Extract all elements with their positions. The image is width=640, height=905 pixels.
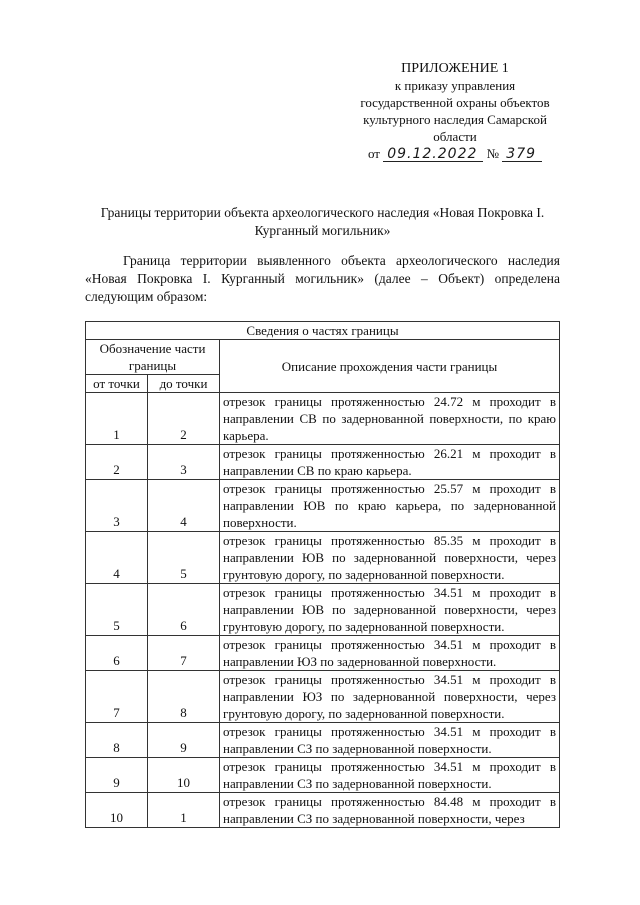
col-to-header: до точки — [148, 375, 220, 393]
to-point-cell: 5 — [148, 532, 220, 584]
from-point-cell: 8 — [86, 723, 148, 758]
from-point-cell: 7 — [86, 671, 148, 723]
date-prefix: от — [367, 146, 380, 161]
description-cell: отрезок границы протяженностью 84.48 м проходит в направлении СЗ по задернованной поверхности, через — [220, 793, 560, 828]
appendix-line: области — [433, 129, 477, 144]
description-cell: отрезок границы протяженностью 26.21 м проходит в направлении СВ по краю карьера. — [220, 445, 560, 480]
col-from-header: от точки — [86, 375, 148, 393]
from-point-cell: 6 — [86, 636, 148, 671]
title-line: Границы территории объекта археологического наследия «Новая Покровка I. — [100, 205, 545, 220]
from-point-cell: 10 — [86, 793, 148, 828]
table-row — [86, 445, 560, 480]
to-point-cell: 2 — [148, 393, 220, 445]
to-point-cell: 10 — [148, 758, 220, 793]
to-point-cell: 1 — [148, 793, 220, 828]
table-row — [86, 532, 560, 584]
to-point-cell: 7 — [148, 636, 220, 671]
handwritten-date: 09.12.2022 — [383, 147, 483, 162]
table-row — [86, 480, 560, 532]
to-point-cell: 6 — [148, 584, 220, 636]
document-title — [85, 204, 560, 240]
table-caption-row — [86, 322, 560, 340]
appendix-line: государственной охраны объектов — [360, 95, 550, 110]
appendix-heading: ПРИЛОЖЕНИЕ 1 — [401, 61, 509, 76]
to-point-cell: 3 — [148, 445, 220, 480]
intro-paragraph: Граница территории выявленного объекта археологического наследия «Новая Покровка I. Курганный могильник» (далее – Объект) определена следующим образом: — [85, 253, 560, 304]
col-designation-header: Обозначение части границы — [86, 340, 220, 375]
from-point-cell: 3 — [86, 480, 148, 532]
order-date-number — [335, 145, 575, 162]
appendix-line: к приказу управления — [394, 78, 516, 93]
from-point-cell: 2 — [86, 445, 148, 480]
table-caption: Сведения о частях границы — [86, 322, 560, 340]
from-point-cell: 9 — [86, 758, 148, 793]
description-cell: отрезок границы протяженностью 34.51 м проходит в направлении ЮЗ по задернованной поверхности. — [220, 636, 560, 671]
table-row — [86, 636, 560, 671]
description-cell: отрезок границы протяженностью 34.51 м проходит в направлении СЗ по задернованной поверхности. — [220, 723, 560, 758]
table-row — [86, 758, 560, 793]
description-cell: отрезок границы протяженностью 34.51 м проходит в направлении ЮВ по задернованной поверхности, через грунтовую дорогу, по задернованной поверхности. — [220, 584, 560, 636]
table-header-row — [86, 340, 560, 375]
title-line: Курганный могильник» — [254, 223, 391, 238]
to-point-cell: 4 — [148, 480, 220, 532]
from-point-cell: 5 — [86, 584, 148, 636]
table-row — [86, 393, 560, 445]
table-row — [86, 671, 560, 723]
description-cell: отрезок границы протяженностью 24.72 м проходит в направлении СВ по задернованной поверхности, по краю карьера. — [220, 393, 560, 445]
table-body — [86, 393, 560, 828]
appendix-block — [335, 60, 575, 162]
to-point-cell: 8 — [148, 671, 220, 723]
table-row — [86, 584, 560, 636]
from-point-cell: 1 — [86, 393, 148, 445]
col-description-header: Описание прохождения части границы — [220, 340, 560, 393]
table-row — [86, 723, 560, 758]
description-cell: отрезок границы протяженностью 25.57 м проходит в направлении ЮВ по краю карьера, по задернованной поверхности. — [220, 480, 560, 532]
description-cell: отрезок границы протяженностью 34.51 м проходит в направлении СЗ по задернованной поверхности. — [220, 758, 560, 793]
number-sign: № — [486, 146, 500, 161]
table-row — [86, 793, 560, 828]
boundary-table — [85, 321, 560, 828]
appendix-line: культурного наследия Самарской — [363, 112, 547, 127]
description-cell: отрезок границы протяженностью 34.51 м проходит в направлении ЮЗ по задернованной поверхности, через грунтовую дорогу, по задернованной поверхности. — [220, 671, 560, 723]
from-point-cell: 4 — [86, 532, 148, 584]
to-point-cell: 9 — [148, 723, 220, 758]
handwritten-number: 379 — [502, 147, 542, 162]
description-cell: отрезок границы протяженностью 85.35 м проходит в направлении ЮВ по задернованной поверхности, через грунтовую дорогу, по задернованной поверхности. — [220, 532, 560, 584]
